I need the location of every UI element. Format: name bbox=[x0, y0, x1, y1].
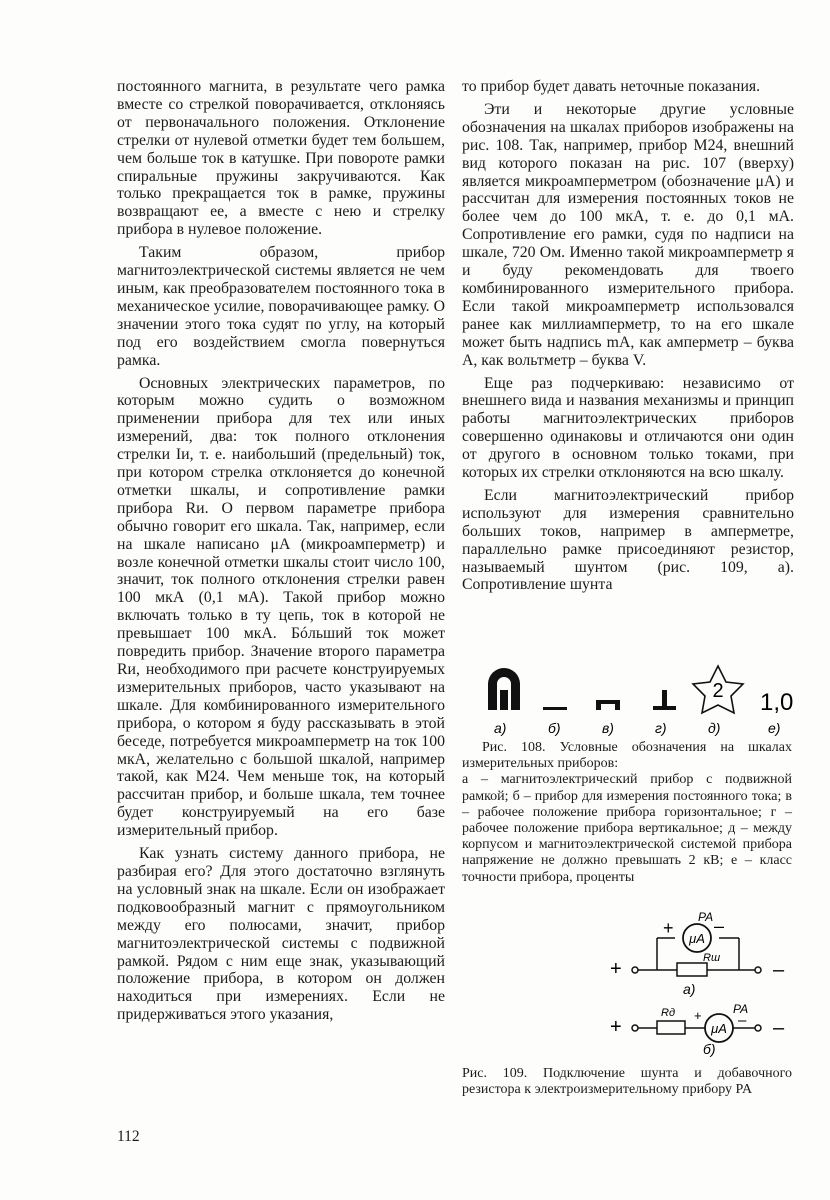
meter-label: PA bbox=[698, 910, 714, 924]
label-g: г) bbox=[655, 720, 667, 736]
caption-body: а – магнитоэлектрический прибор с подвижной рамкой; б – прибор для измерения постоянного тока; в – рабочее положение прибора горизонтальное; г – рабочее положение прибора вертикальное; д – между корпусом и магнитоэлектрической системой прибора напряжение не должно превышать 2 кВ; е – класс точности прибора, проценты bbox=[462, 772, 792, 885]
moving-frame-icon bbox=[500, 690, 508, 710]
meter-minus: – bbox=[738, 1012, 747, 1029]
meter-label: PA bbox=[733, 1002, 749, 1016]
meter-plus: + bbox=[663, 918, 674, 938]
horizontal-position-icon bbox=[596, 700, 620, 710]
shunt-resistor bbox=[677, 963, 707, 976]
left-column bbox=[117, 78, 445, 1024]
meter-minus: – bbox=[714, 916, 725, 936]
paragraph: Эти и некоторые другие условные обозначения на шкалах приборов изображены на рис. 108. Так, например, прибор М24, внешний вид которого показан на рис. 107 (вверху) является микроамперметром (обозначение μA) и рассчитан для измерения постоянных токов не более чем до 100 мкА, т. е. до 0,1 мА. Сопротивление его рамки, судя по надписи на шкале, 720 Ом. Именно такой микроамперметр я и буду рекомендовать для твоего комбинированного измерительного прибора. Если такой микроамперметр использовался ранее как миллиамперметр, то на его шкале может быть надпись mA, как амперметр – буква A, как вольтметр – буква V. bbox=[462, 100, 794, 369]
terminal-icon bbox=[755, 1025, 761, 1031]
caption-title: Рис. 108. Условные обозначения на шкалах измерительных приборов: bbox=[462, 740, 792, 772]
label-b: б) bbox=[548, 720, 561, 736]
meter-symbol: μA bbox=[689, 931, 705, 946]
plus-terminal: + bbox=[610, 1016, 622, 1038]
terminal-icon bbox=[755, 967, 761, 973]
page-number: 112 bbox=[117, 1128, 140, 1145]
paragraph: постоянного магнита, в результате чего рамка вместе со стрелкой поворачивается, отклоняясь от первоначального положения. Отклонение стрелки от нулевой отметки будет тем большем, чем больше ток в катушке. При повороте рамки спиральные пружины закручиваются. Как только прекращается ток в рамке, пружины возвращают ее, а вместе с нею и стрелку прибора в нулевое положение. bbox=[117, 78, 445, 239]
circuit-label: б) bbox=[703, 1041, 716, 1057]
paragraph: Основных электрических параметров, по которым можно судить о возможном применении прибора для тех или иных измерений, два: ток полного отклонения стрелки Iи, т. е. наибольший (предельный) ток, при котором стрелка отклоняется до конечной отметки шкалы, и сопротивление рамки прибора Rи. О первом параметре прибора обычно говорит его шкала. Так, например, если на шкале написано μA (микроамперметр) и возле конечной отметки шкалы стоит число 100, значит, ток полного отклонения стрелки равен 100 мкА (0,1 мА). Такой прибор можно включать только в ту цепь, ток в которой не превышает 100 мкА. Бóльший ток может повредить прибор. Значение второго параметра Rи, необходимого при расчете конструируемых измерительных приборов, часто указывают на шкале. Для комбинированного измерительного прибора, о котором я буду рассказывать в этой беседе, потребуется микроамперметр на ток 100 мкА, желательно с большой шкалой, например такой, как М24. Чем меньше ток, на который рассчитан прибор, и больше шкала, тем точнее будет конструируемый на его базе измерительный прибор. bbox=[117, 374, 445, 840]
figure-108 bbox=[480, 660, 800, 740]
meter-plus: + bbox=[694, 1008, 702, 1023]
label-a: а) bbox=[494, 720, 507, 736]
label-v: в) bbox=[602, 720, 614, 736]
meter-symbol: μA bbox=[711, 1021, 727, 1036]
terminal-icon bbox=[632, 967, 638, 973]
paragraph: Если магнитоэлектрический прибор используют для измерения сравнительно больших токов, например в амперметре, параллельно рамке присоединяют резистор, называемый шунтом (рис. 109, а). Сопротивление шунта bbox=[462, 486, 794, 594]
paragraph: Как узнать систему данного прибора, не разбирая его? Для этого достаточно взглянуть на условный знак на шкале. Если он изображает подковообразный магнит с прямоугольником между его полюсами, значит, прибор магнитоэлектрической системы с подвижной рамкой. Рядом с ним еще знак, указывающий положение прибора, в котором он должен находиться при измерениях. Если не придерживаться этого указания, bbox=[117, 845, 445, 1024]
paragraph: Таким образом, прибор магнитоэлектрической системы является не чем иным, как преобразователем постоянного тока в механическое усилие, поворачивающее рамку. О значении этого тока судят по углу, на который под его воздействием смогла повернуться рамка. bbox=[117, 244, 445, 369]
vertical-position-icon bbox=[653, 690, 676, 710]
paragraph: Еще раз подчеркиваю: независимо от внешнего вида и названия механизмы и принцип работы магнитоэлектрических приборов совершенно одинаковы и отличаются они один от другого в основном только токами, при которых их стрелки отклоняются на всю шкалу. bbox=[462, 374, 794, 482]
circuit-label: а) bbox=[683, 981, 696, 997]
label-e: е) bbox=[768, 720, 781, 736]
dc-symbol-icon bbox=[543, 707, 567, 710]
figure-109-caption: Рис. 109. Подключение шунта и добавочного резистора к электроизмерительному прибору PA bbox=[462, 1066, 792, 1098]
star-number: 2 bbox=[712, 680, 724, 702]
plus-terminal: + bbox=[610, 958, 622, 980]
figure-109 bbox=[605, 908, 795, 1058]
minus-terminal: – bbox=[773, 1017, 785, 1039]
accuracy-class: 1,0 bbox=[760, 689, 794, 716]
resistor-label: Rш bbox=[703, 952, 721, 964]
figure-108-caption bbox=[462, 740, 792, 886]
minus-terminal: – bbox=[773, 959, 785, 981]
additional-resistor bbox=[657, 1021, 685, 1034]
resistor-label: Rд bbox=[661, 1007, 676, 1019]
circuit-a bbox=[610, 910, 785, 997]
right-column bbox=[462, 78, 794, 594]
paragraph: то прибор будет давать неточные показания. bbox=[462, 78, 761, 95]
circuit-b bbox=[610, 1002, 785, 1057]
terminal-icon bbox=[632, 1025, 638, 1031]
label-d: д) bbox=[708, 720, 721, 736]
